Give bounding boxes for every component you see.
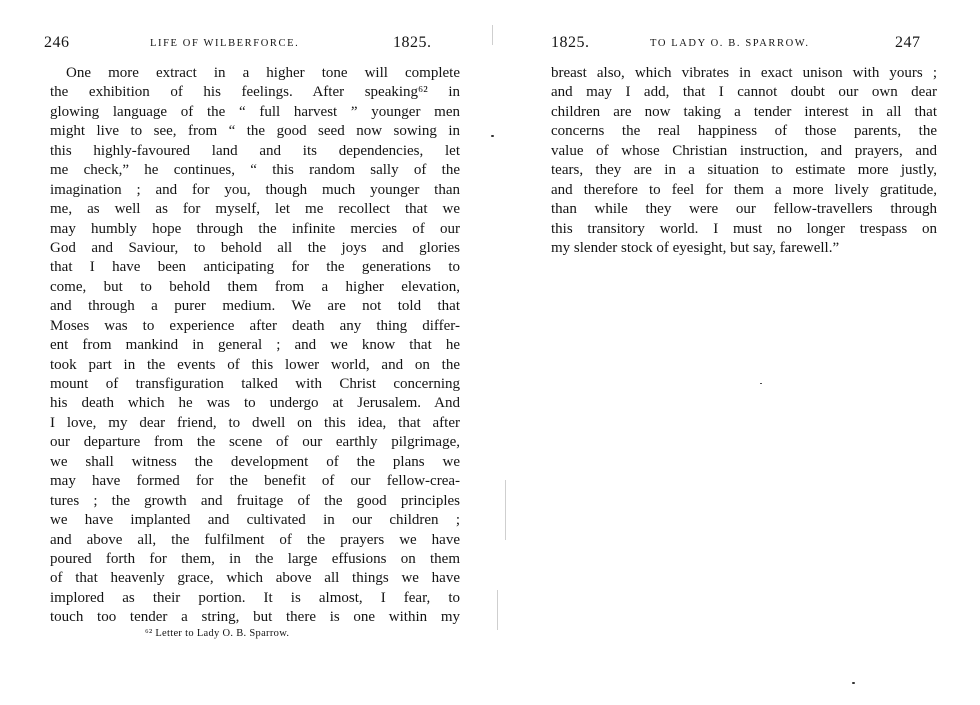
scan-speck xyxy=(491,135,494,137)
text-line: may humbly hope through the infinite mercies of our xyxy=(50,220,460,237)
text-line: mount of transfiguration talked with Christ concerning xyxy=(50,376,460,392)
text-line: of that heavenly grace, which above all things we have xyxy=(50,570,460,587)
text-line: might live to see, from “ the good seed now sowing in xyxy=(50,123,460,140)
text-line: this highly-favoured land and its dependencies, let xyxy=(50,142,460,159)
text-line: ent from mankind in general ; and we know that he xyxy=(50,337,460,354)
text-line: tears, they are in a situation to estimate more justly, xyxy=(551,162,937,179)
text-line: children are now taking a tender interest in all that xyxy=(551,103,937,120)
right-running-title: TO LADY O. B. SPARROW. xyxy=(650,38,810,49)
text-line: this transitory world. I must no longer trespass on xyxy=(551,220,937,237)
text-line: his death which he was to undergo at Jerusalem. And xyxy=(50,395,460,412)
text-line: me check,” he continues, “ this random sally of the xyxy=(50,162,460,179)
text-line: and through a purer medium. We are not told that xyxy=(50,298,460,315)
right-page-number: 247 xyxy=(895,34,921,51)
text-line: glowing language of the “ full harvest ” younger men xyxy=(50,103,460,120)
text-line: Moses was to experience after death any thing differ- xyxy=(50,317,460,334)
text-line: tures ; the growth and fruitage of the good principles xyxy=(50,492,460,509)
text-line: One more extract in a higher tone will complete xyxy=(66,65,460,81)
text-line: I love, my dear friend, to dwell on this idea, that after xyxy=(50,414,460,431)
text-line: come, but to behold them from a higher elevation, xyxy=(50,278,460,295)
right-page xyxy=(545,0,937,705)
text-line: our departure from the scene of our earthly pilgrimage, xyxy=(50,434,460,451)
right-year: 1825. xyxy=(551,34,590,51)
text-line: we have implanted and cultivated in our children ; xyxy=(50,512,460,529)
text-line: touch too tender a string, but there is one within my xyxy=(50,609,460,626)
left-page-number: 246 xyxy=(44,34,70,51)
left-running-head xyxy=(40,34,460,58)
left-page xyxy=(40,0,460,705)
text-line: breast also, which vibrates in exact unison with yours ; xyxy=(551,65,937,81)
scan-artifact xyxy=(505,480,506,540)
left-running-title: LIFE OF WILBERFORCE. xyxy=(150,38,300,49)
text-line: my slender stock of eyesight, but say, farewell.” xyxy=(551,239,840,256)
text-line: the exhibition of his feelings. After speaking⁶² in xyxy=(50,84,460,101)
scan-artifact xyxy=(492,25,493,45)
left-body-text xyxy=(40,64,460,628)
text-line: value of whose Christian instruction, and prayers, and xyxy=(551,142,937,159)
text-line: took part in the events of this lower world, and on the xyxy=(50,356,460,373)
text-line: and may I add, that I cannot doubt our own dear xyxy=(551,84,937,101)
text-line: imagination ; and for you, though much younger than xyxy=(50,181,460,198)
scan-speck xyxy=(852,682,855,684)
text-line: poured forth for them, in the large effusions on them xyxy=(50,550,460,567)
footnote: ⁶² Letter to Lady O. B. Sparrow. xyxy=(145,628,290,639)
scan-speck xyxy=(760,383,762,384)
text-line: implored as their portion. It is almost, I fear, to xyxy=(50,589,460,606)
left-year: 1825. xyxy=(393,34,432,51)
right-body-text xyxy=(545,64,937,258)
text-line: we shall witness the development of the plans we xyxy=(50,453,460,470)
text-line: concerns the real happiness of those parents, the xyxy=(551,123,937,140)
text-line: may have formed for the benefit of our fellow-crea- xyxy=(50,473,460,490)
text-line: me, as well as for myself, let me recollect that we xyxy=(50,201,460,218)
text-line: that I have been anticipating for the generations to xyxy=(50,259,460,276)
text-line: God and Saviour, to behold all the joys and glories xyxy=(50,239,460,256)
text-line: and above all, the fulfilment of the prayers we have xyxy=(50,531,460,548)
right-running-head xyxy=(545,34,937,58)
text-line: than while they were our fellow-travellers through xyxy=(551,201,937,218)
text-line: and therefore to feel for them a more lively gratitude, xyxy=(551,181,937,198)
scan-artifact xyxy=(497,590,498,630)
